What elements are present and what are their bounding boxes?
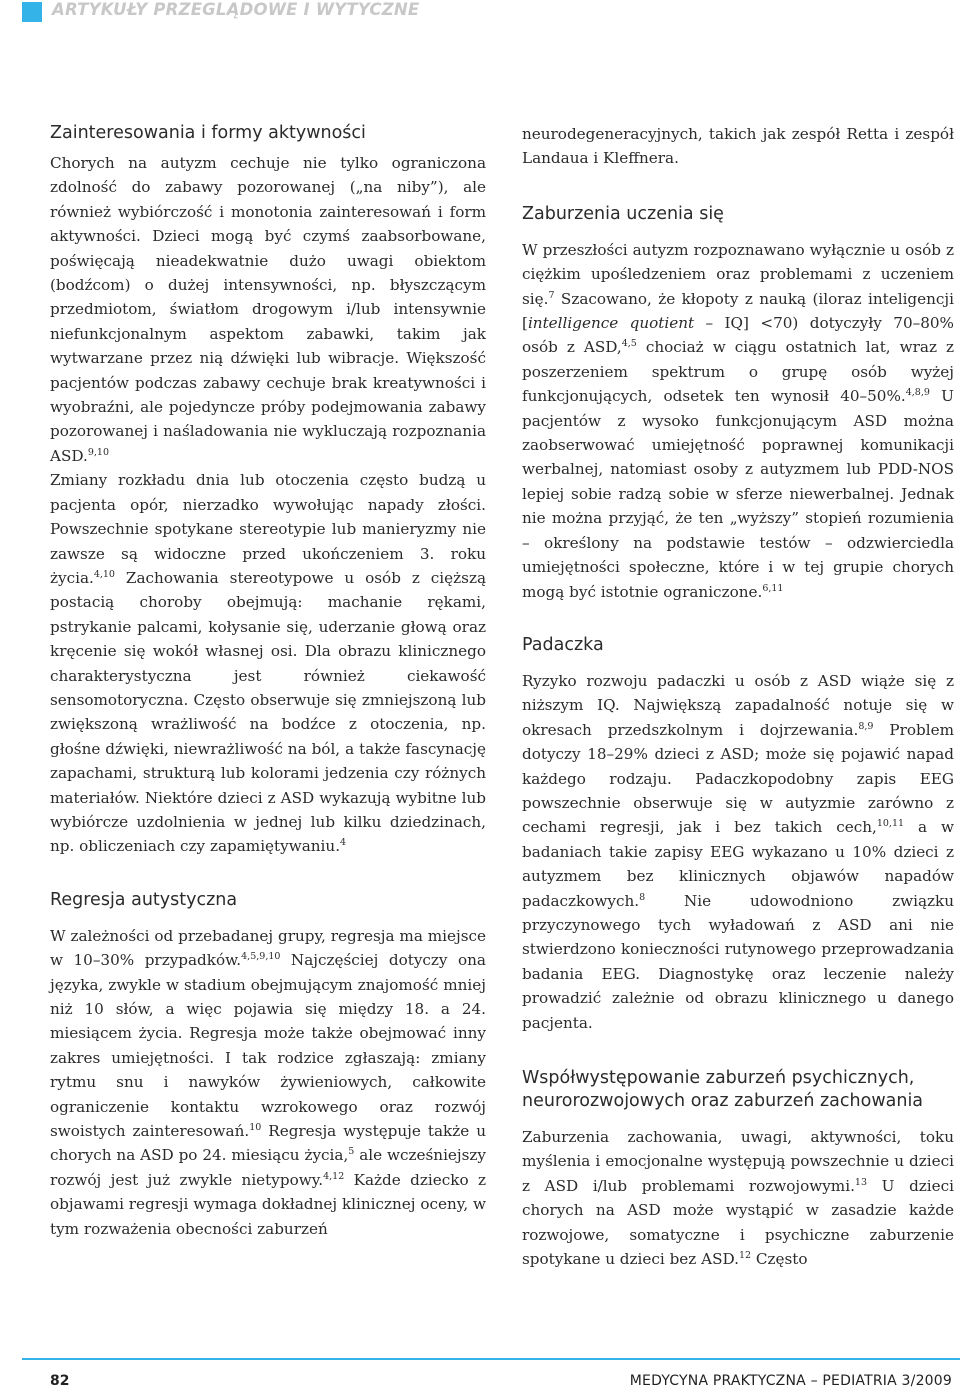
header-accent-square <box>22 2 42 22</box>
paragraph-regression: W zależności od przebadanej grupy, regresja ma miejsce w 10–30% przypadków.$^{4,5,9,10}$ Najczęściej dotyczy ona języka, zwykle w stadium obejmującym znajomość mniej niż 10 słów, a więc pojawia się między 18. a 24. miesiącem życia. Regresja może także obejmować inny zakres umiejętności. I tak rodzice zgłaszają: zmiany rytmu snu i nawyków żywieniowych, całkowite ograniczenie kontaktu wzrokowego oraz rozwój swoistych zainteresowań.$^{10}$ Regresja występuje także u chorych na ASD po 24. miesiącu życia,$^5$ ale wcześniejszy rozwój jest już zwykle nietypowy.$^{4,12}$ Każde dziecko z objawami regresji wymaga dokładnej klinicznej oceny, w tym rozważenia obecności zaburzeń <box>50 926 486 1238</box>
footer-rule <box>22 1358 960 1360</box>
section-title: ARTYKUŁY PRZEGLĄDOWE I WYTYCZNE <box>52 0 420 19</box>
paragraph-epilepsy: Ryzyko rozwoju padaczki u osób z ASD wiąże się z niższym IQ. Największą zapadalność notuje się w okresach przedszkolnym i dojrzewania.$^{8,9}$ Problem dotyczy 18–29% dzieci z ASD; może się pojawić napad każdego rodzaju. Padaczkopodobny zapis EEG powszechnie obserwuje się w autyzmie zarówno z cechami regresji, jak i bez takich cech,$^{10,11}$ a w badaniach takie zapisy EEG wykazano u 10% dzieci z autyzmem bez klinicznych objawów napadów padaczkowych.$^8$ Nie udowodniono związku przyczynowego tych wyładowań z ASD ani nie stwierdzono konieczności rutynowego przeprowadzania badania EEG. Diagnostykę oraz leczenie należy prowadzić zależnie od obrazu klinicznego u danego pacjenta. <box>522 671 954 1032</box>
paragraph-learning: W przeszłości autyzm rozpoznawano wyłącznie u osób z ciężkim upośledzeniem oraz problemami z uczeniem się.$^7$ Szacowano, że kłopoty z nauką (iloraz inteligencji [intelligence quotient – IQ] <70) dotyczyły 70–80% osób z ASD,$^{4,5}$ chociaż w ciągu ostatnich lat, wraz z poszerzeniem spektrum o grupę osób wyżej funkcjonujących, odsetek ten wynosił 40–50%.$^{4,8,9}$ U pacjentów z wysoko funkcjonującym ASD można zaobserwować umiejętność poprawnej komunikacji werbalnej, natomiast osoby z autyzmem lub PDD-NOS lepiej sobie radzą sobie w sferze niewerbalnej. Jednak nie można przyjąć, że ten „wyższy” stopień rozumienia – określony na podstawie testów – odzwierciedla umiejętności społeczne, które i w tej grupie chorych mogą być istotnie ograniczone.$^{6,11}$ <box>522 240 954 601</box>
heading-epilepsy: Padaczka <box>522 634 604 655</box>
heading-regression: Regresja autystyczna <box>50 889 238 910</box>
heading-learning: Zaburzenia uczenia się <box>522 203 724 224</box>
heading-comorbidity: Współwystępowanie zaburzeń psychicznych, neurorozwojowych oraz zaburzeń zachowania <box>522 1068 924 1111</box>
page-number: 82 <box>50 1373 70 1389</box>
right-column <box>522 122 954 1271</box>
heading-interests: Zainteresowania i formy aktywności <box>50 123 366 143</box>
journal-name: MEDYCYNA PRAKTYCZNA – PEDIATRIA 3/2009 <box>629 1373 952 1389</box>
paragraph-continuation: neurodegeneracyjnych, takich jak zespół Retta i zespół Landaua i Kleffnera. <box>522 125 954 168</box>
left-column <box>50 122 486 1241</box>
paragraph-interests-1: Chorych na autyzm cechuje nie tylko ograniczona zdolność do zabawy pozorowanej („na niby”), ale również wybiórczość i monotonia zainteresowań i form aktywności. Dzieci mogą być czymś zaabsorbowane, poświęcają nieadekwatnie dużo uwagi obiektom (bodźcom) o dużej intensywności, np. błyszczącym przedmiotom, światłom drogowym i/lub intensywnie niefunkcjonalnym aspektom zabawki, takim jak wytwarzane przez nią dźwięki lub wibracje. Większość pacjentów podczas zabawy cechuje brak kreatywności i wyobraźni, ale pojedyncze próby podejmowania zabawy pozorowanej i naśladowania nie wykluczają rozpoznania ASD.$^{9,10}$ <box>50 154 486 465</box>
paragraph-interests-2: Zmiany rozkładu dnia lub otoczenia często budzą u pacjenta opór, nierzadko wywołując napady złości. Powszechnie spotykane stereotypie lub manieryzmy nie zawsze są widoczne przed ukończeniem 3. roku życia.$^{4,10}$ Zachowania stereotypowe u osób z cięższą postacią choroby obejmują: machanie rękami, pstrykanie palcami, kołysanie się, uderzanie głową oraz kręcenie się wokół własnej osi. Dla obrazu klinicznego charakterystyczna jest również ciekawość sensomotoryczna. Często obserwuje się zmniejszoną lub zwiększoną wrażliwość na bodźce z otoczenia, np. głośne dźwięki, niewrażliwość na ból, a także fascynację zapachami, strukturą lub kolorami jedzenia czy różnych materiałów. Niektóre dzieci z ASD wykazują wybitne lub wybiórcze uzdolnienia w jednej lub kilku dziedzinach, np. obliczeniach czy zapamiętywaniu.$^4$ <box>50 471 486 856</box>
paragraph-comorbidity: Zaburzenia zachowania, uwagi, aktywności, toku myślenia i emocjonalne występują powszechnie u dzieci z ASD i/lub problemami rozwojowymi.$^{13}$ U dzieci chorych na ASD może wystąpić w zasadzie każde rozwojowe, somatyczne i psychiczne zaburzenie spotykane u dzieci bez ASD.$^{12}$ Często <box>522 1128 954 1269</box>
